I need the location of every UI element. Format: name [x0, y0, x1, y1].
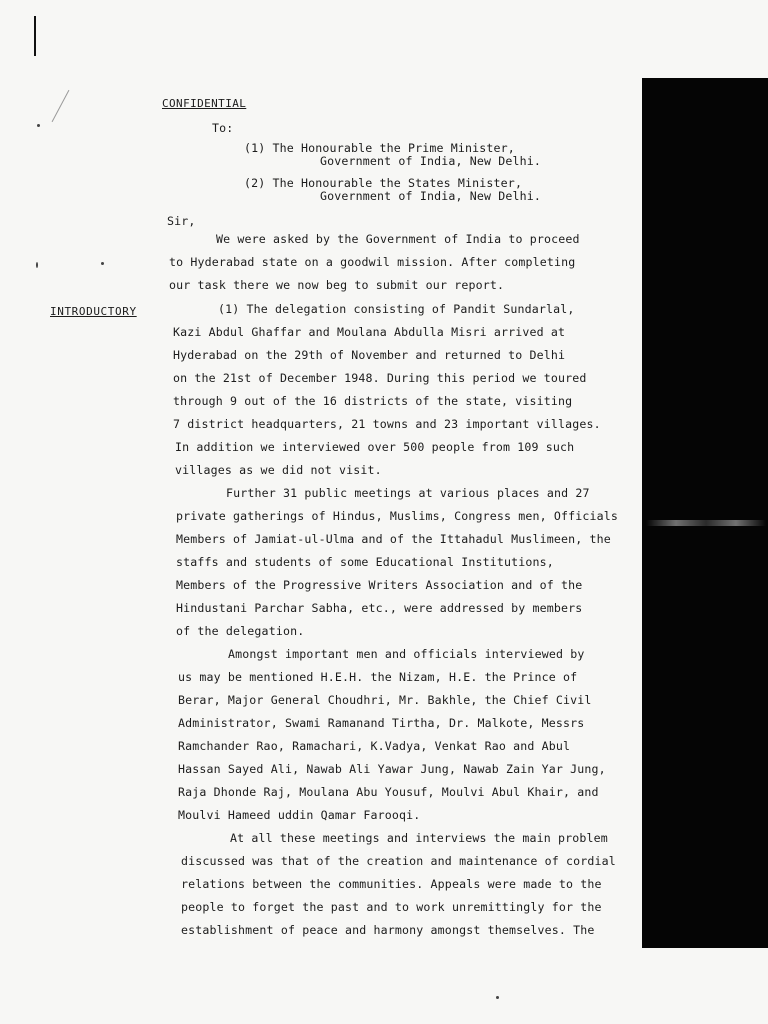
body-line: Further 31 public meetings at various places and 27	[226, 486, 590, 500]
body-line: establishment of peace and harmony amongst themselves. The	[181, 923, 595, 937]
scan-speck	[496, 996, 499, 999]
body-line: Kazi Abdul Ghaffar and Moulana Abdulla Misri arrived at	[173, 325, 566, 339]
scan-streak	[646, 520, 766, 526]
body-line: In addition we interviewed over 500 people from 109 such	[175, 440, 575, 454]
scan-speck	[37, 124, 40, 127]
scan-speck	[36, 262, 38, 268]
body-line: Hindustani Parchar Sabha, etc., were addressed by members	[176, 601, 583, 615]
margin-heading-introductory: INTRODUCTORY	[50, 305, 137, 318]
body-line: We were asked by the Government of India to proceed	[216, 232, 580, 246]
scan-speck	[101, 262, 104, 265]
body-line: At all these meetings and interviews the main problem	[230, 831, 608, 845]
scan-edge-mark	[34, 16, 36, 56]
to-label: To:	[212, 121, 234, 135]
body-line: Administrator, Swami Ramanand Tirtha, Dr. Malkote, Messrs	[178, 716, 585, 730]
body-line: villages as we did not visit.	[175, 463, 382, 477]
body-line: Members of Jamiat-ul-Ulma and of the Ittahadul Muslimeen, the	[176, 532, 611, 546]
body-line: discussed was that of the creation and maintenance of cordial	[181, 854, 616, 868]
recipient-2-title: (2) The Honourable the States Minister,	[244, 176, 523, 190]
body-line: Hassan Sayed Ali, Nawab Ali Yawar Jung, Nawab Zain Yar Jung,	[178, 762, 606, 776]
body-line: Ramchander Rao, Ramachari, K.Vadya, Venkat Rao and Abul	[178, 739, 571, 753]
body-line: Amongst important men and officials interviewed by	[228, 647, 585, 661]
body-line: private gatherings of Hindus, Muslims, Congress men, Officials	[176, 509, 619, 523]
body-line: of the delegation.	[176, 624, 305, 638]
body-line: on the 21st of December 1948. During this period we toured	[173, 371, 587, 385]
body-line: people to forget the past and to work unremittingly for the	[181, 900, 602, 914]
body-line: Raja Dhonde Raj, Moulana Abu Yousuf, Moulvi Abul Khair, and	[178, 785, 599, 799]
body-line: our task there we now beg to submit our report.	[169, 278, 505, 292]
salutation: Sir,	[167, 214, 196, 228]
body-line: through 9 out of the 16 districts of the state, visiting	[173, 394, 573, 408]
body-line: Members of the Progressive Writers Association and of the	[176, 578, 583, 592]
recipient-1-address: Government of India, New Delhi.	[320, 154, 542, 168]
scan-pencil-mark	[52, 90, 70, 122]
body-line: (1) The delegation consisting of Pandit Sundarlal,	[218, 302, 575, 316]
body-line: 7 district headquarters, 21 towns and 23 important villages.	[173, 417, 601, 431]
body-line: to Hyderabad state on a goodwil mission. After completing	[169, 255, 576, 269]
body-line: relations between the communities. Appeals were made to the	[181, 877, 602, 891]
recipient-1-title: (1) The Honourable the Prime Minister,	[244, 141, 515, 155]
recipient-2-address: Government of India, New Delhi.	[320, 189, 542, 203]
scan-dark-margin	[642, 78, 768, 948]
body-line: Moulvi Hameed uddin Qamar Farooqi.	[178, 808, 421, 822]
body-line: staffs and students of some Educational Institutions,	[176, 555, 554, 569]
body-line: us may be mentioned H.E.H. the Nizam, H.E. the Prince of	[178, 670, 578, 684]
confidential-label: CONFIDENTIAL	[162, 97, 247, 110]
body-line: Hyderabad on the 29th of November and returned to Delhi	[173, 348, 566, 362]
body-line: Berar, Major General Choudhri, Mr. Bakhle, the Chief Civil	[178, 693, 592, 707]
